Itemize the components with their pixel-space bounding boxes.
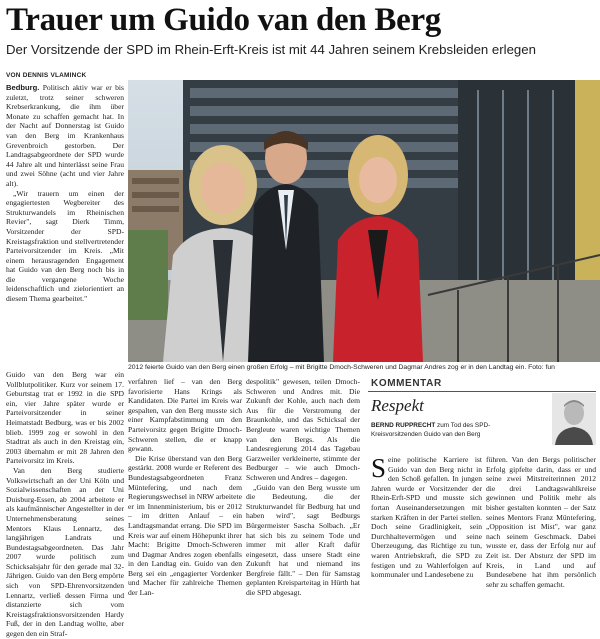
paragraph: despolitik" gewesen, teilen Dmoch-Schweren und Andres mit. Die Zukunft der Kohle, auch nach dem Aus für die Verstromung der Braunkohle, und das Schicksal der Bergleute waren wichtige Themen van den Bergs. Als die Landesregierung 2014 das Tagebau Garzweiler verkleinerte, stimmte der Bedburger – wie auch Dmoch-Schweren und Andres – dagegen.: [246, 377, 360, 482]
kommentar-column-1: [371, 455, 482, 615]
author-portrait: [552, 393, 596, 445]
paragraph: verfahren lief – van den Berg favorisierte Hans Krings als Kandidaten. Die Partei im Kreis war gespalten, van den Berg musste sich einer Kampfabstimmung um den Parteivorsitz gegen Brigitte Dmoch-Schweren stellen, die er knapp gewann.: [128, 377, 242, 454]
portrait-image: [552, 393, 596, 445]
article-column-1-continued: [6, 370, 124, 639]
paragraph: Guido van den Berg war ein Vollblutpolitiker. Kurz vor seinem 17. Geburtstag trat er 1992 in die SPD ein, vier Jahre später wurde er Parteivorsitzender in seiner Heimatstadt Bedburg, was er bis 2002 blieb. 1999 zog er sowohl in den Stadtrat als auch in den Kreistag ein, 2003 übernahm er mit 28 Jahren den Parteivorsitz im Kreis.: [6, 370, 124, 466]
article-photo: [128, 80, 600, 362]
article-column-1: [6, 83, 124, 370]
dateline: Bedburg.: [6, 83, 40, 92]
article-column-2: [128, 377, 242, 615]
kommentar-author: [371, 422, 531, 439]
article-column-3: [246, 377, 360, 615]
kommentar-label: KOMMENTAR: [371, 378, 442, 389]
paragraph: „Guido van den Berg wusste um die Bedeutung, die der Strukturwandel für Bedburg hat und haben wird", sagt Bedburgs Bürgermeister Sascha Solbach. „Er hat sich bis zu seinem Tode und immer mit aller Kraft dafür eingesetzt, dass unsere Stadt eine Zukunft hat und niemand ins Bergfreie fällt." – Den für Samstag geplanten Kreisparteitag in Hürth hat die SPD abgesagt.: [246, 482, 360, 598]
paragraph: „Wir trauern um einen der engagiertesten Wegbereiter des Strukturwandels im Rheinischen Revier", sagt Dierk Timm, Vorsitzender der SPD-Kreistagsfraktion und stellvertretender Parteivorsitzender im Kreis. „Mit einem herausragenden Engagement hat Guido van den Berg noch bis in die vergangene Woche leidenschaftlich und zielorientiert an diesem Thema gearbeitet.": [6, 188, 124, 304]
byline: VON DENNIS VLAMINCK: [6, 72, 87, 79]
photo-illustration: [128, 80, 600, 362]
paragraph: führen. Van den Bergs politischer Erfolg gipfelte darin, dass er und seine zwei Mitstreiterinnen 2012 die drei Landtagswahlkreise gewinnen und Politik mehr als bisher gestalten konnten – der Satz seines Mentors Franz Müntefering, „Opposition ist Mist", war ganz nach seinem Geschmack. Dabei wusste er, dass der Erfolg nur auf Zeit ist. Der Absturz der SPD im Kreis, in Land und auf Bundesebene hat ihm persönlich sehr zu schaffen gemacht.: [486, 455, 596, 589]
paragraph: [371, 455, 482, 580]
paragraph-text: Politisch aktiv war er bis zuletzt, trotz seiner schweren Krebserkrankung, die ihm über Monate zu schaffen gemacht hat. In der Nacht auf Donnerstag ist Guido van den Berg im Krankenhaus Grevenbroich gestorben. Der Landtagsabgeordnete der SPD wurde 44 Jahre alt und hinterlässt seine Frau und zwei Söhne (acht und vier Jahre alt).: [6, 83, 124, 188]
paragraph-text: eine politische Karriere ist Guido van den Berg nicht in den Schoß gefallen. In jungen Jahren wurde er Vorsitzender der Rhein-Erft-SPD und musste sich fortan Auseinandersetzungen mit starken Kräften in der Partei stellen. Doch seine Gradlinigkeit, sein Durchhaltevermögen und seine Überzeugung, das Richtige zu tun, waren Antriebskraft, die SPD zu festigen und zu Wahlerfolgen auf kommunaler und Landesebene zu: [371, 455, 482, 580]
kommentar-divider: [368, 391, 596, 392]
paragraph: Van den Berg studierte Volkswirtschaft an der Uni Köln und Sozialwissenschaften an der Uni Duisburg-Essen, ab 2004 arbeitete er als kaufmännischer Angestellter in der Unternehmensberatung seines Mentors Klaus Lennartz, des langjährigen Landrats und Bundestagsabgeordneten. Das Jahr 2007 wurde politisch zum Schicksalsjahr für den gerade mal 32-Jährigen. Guido van den Berg empörte sich von SPD-Ehrenvorsitzenden Lennartz, verließ dessen Firma und distanzierte sich vom Kreistagsfraktionsvorsitzenden Hardy Fuß, der in den Landtag wollte, aber gegen den ein Straf-: [6, 465, 124, 639]
kommentar-column-2: [486, 455, 596, 615]
paragraph: Die Krise überstand van den Berg gestärkt. 2008 wurde er Referent des Bundestagsabgeordneten Franz Müntefering, und nach dem Regierungswechsel in NRW arbeitete er im Innenministerium, bis er 2012 – im dritten Anlauf – ein Landtagsmandat errang. Die SPD im Kreis war auf einem Höhepunkt ihrer Macht: Brigitte Dmoch-Schweren und Dagmar Andres zogen ebenfalls in den Landtag ein. Guido van den Berg sei ein „engagierter Vordenker und Macher für zahlreiche Themen der Lan-: [128, 453, 242, 598]
headline: Trauer um Guido van den Berg: [6, 2, 442, 38]
photo-caption: 2012 feierte Guido van den Berg einen großen Erfolg – mit Brigitte Dmoch-Schweren und Dagmar Andres zog er in den Landtag ein. Foto: fun: [128, 364, 555, 371]
subheadline: Der Vorsitzende der SPD im Rhein-Erft-Kreis ist mit 44 Jahren seinem Krebsleiden erlegen: [6, 42, 536, 57]
kommentar-title: Respekt: [371, 396, 424, 415]
paragraph: [6, 83, 124, 189]
author-note: zum Tod des SPD-Kreisvorsitzenden Guido van den Berg: [371, 422, 491, 438]
author-name: BERND RUPPRECHT: [371, 422, 436, 429]
dropcap: S: [371, 453, 387, 483]
